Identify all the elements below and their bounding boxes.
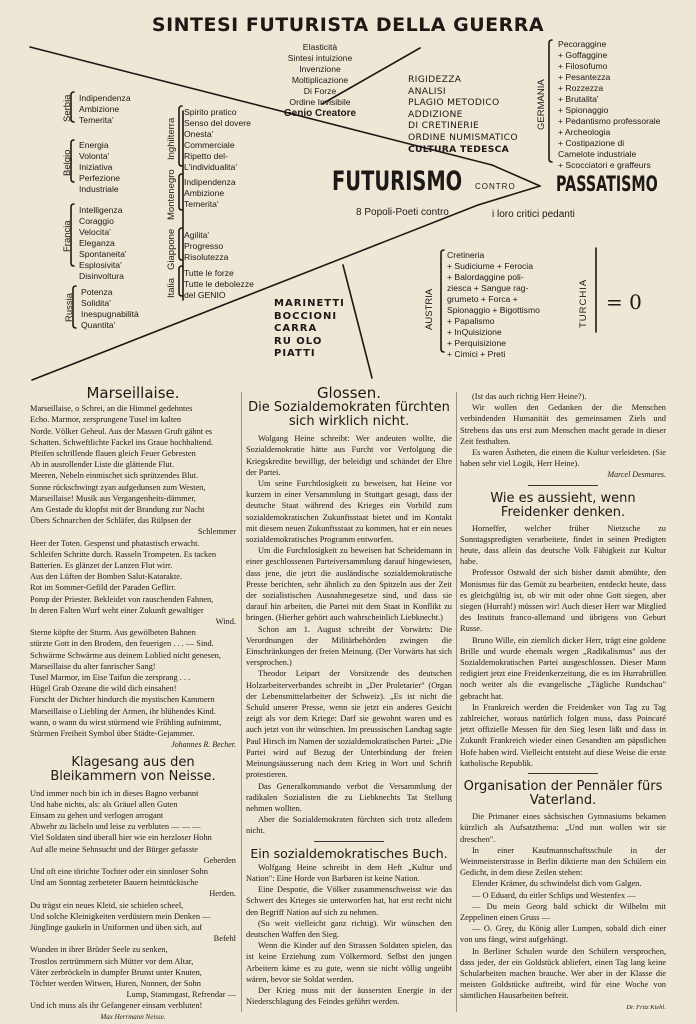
- poem-line: wann, o wann du wirst stürmend wie Frühling aufnimmt,: [30, 717, 222, 727]
- germania-center-text: DI CRETINERIE: [408, 120, 480, 132]
- austria-item: + Perquisizione: [447, 338, 506, 348]
- germania-list: [558, 39, 660, 171]
- poet-name: CARRA: [274, 323, 318, 334]
- germania-item: + Costipazione di: [558, 138, 625, 148]
- germania-center-text: RIGIDEZZA: [408, 74, 462, 85]
- sozi-article: [246, 433, 452, 836]
- germania-center-text: CULTURA TEDESCA: [408, 143, 510, 155]
- paragraph: — Du mein Georg bald schickt dir Wilhelm mit Zeppelinen einen Gruss —: [460, 901, 666, 922]
- germania-label: GERMANIA: [536, 79, 547, 130]
- paragraph: Um die Furchtlosigkeit zu beweisen hat Scheidemann in einer geschlossenen Parteiversammlung darauf hingewiesen, dass jene, die jetzt die ausländische sozialdemokratische Presse berichten, sehr ähnlich zu den Spitzeln aus der Zeit der sozialistischen Ausnahmegesetze sind, und dass sie darauf hin arbeiten, die Partei mit dem Staat in Konflikt zu bringen. (Hierher gehört auch wahrscheinlich Liebknecht.): [246, 546, 452, 623]
- italia-item: Tutte le forze: [184, 268, 234, 278]
- austria-item: ziesca + Sangue rag-: [447, 283, 529, 293]
- poem-line: Batterien. Es glänzet der Lanzen Flut wirr.: [30, 561, 173, 571]
- paragraph: Der Krieg muss mit der äussersten Energie in der Niederschlagung des Feindes geführt werden.: [246, 985, 452, 1007]
- montenegro-item: Ambizione: [184, 188, 225, 198]
- poem-line: Hügel Grab Ozeane die wild dich einsahen!: [30, 684, 177, 694]
- montenegro-bracket: [179, 174, 182, 210]
- francia-item: Spontaneita': [79, 249, 127, 259]
- poem-line: Und habe nichts, als: als Gräuel allen Guten: [30, 799, 178, 809]
- marseillaise-signature: Johannes R. Becher.: [171, 740, 236, 750]
- paragraph: In Frankreich werden die Freidenker von Tag zu Tag zahlreicher, woraus natürlich folgen muss, dass Poincaré jetzt offizielle Messen für den Sieg lesen läßt und dass in Zukunft Frankreich wieder einen Gesandten am päpstlichen Hofe haben wird. Vielleicht entsteht auf diese Weise die erste katholische Republik.: [460, 702, 666, 768]
- glossen-title: Glossen.: [316, 384, 382, 402]
- poem-line: Väter zerbröckeln in dumpfer Brunst unter Knuten,: [30, 967, 202, 977]
- giappone-item: Progresso: [184, 241, 224, 251]
- buch-article: [246, 862, 452, 1008]
- serbia-item: Indipendenza: [79, 93, 131, 103]
- francia-item: Coraggio: [79, 216, 114, 226]
- poet-name: BOCCIONI: [274, 310, 338, 322]
- futurismo-heading: FUTURISMO: [332, 166, 463, 197]
- austria-item: + Balordaggine poli-: [447, 272, 524, 282]
- page-title: SINTESI FUTURISTA DELLA GUERRA: [151, 14, 545, 36]
- paragraph: Das Generalkommando verbot die Versammlung der radikalen Sozialisten die zu Liebknechts Tat Stellung nehmen wollten.: [246, 781, 452, 813]
- poets-branch-line: [343, 265, 372, 378]
- germania-item: + Archeologia: [558, 127, 611, 137]
- russia-list: [81, 287, 139, 331]
- belgio-label: Belgio: [62, 149, 73, 176]
- poem-line: Lump, Stammgast, Refrendar —: [126, 990, 236, 1000]
- marseillaise-title: Marseillaise.: [86, 384, 180, 402]
- inghilterra-list: [184, 107, 251, 173]
- quality-text: Elasticità: [302, 42, 338, 52]
- giappone-label: Giappone: [166, 228, 177, 270]
- germania-center-block: [408, 74, 518, 155]
- poem-line: Schleifen Schritte durch. Rasseln Trompeten. Es tacken: [30, 549, 217, 559]
- germania-center-text: ORDINE NUMISMATICO: [408, 131, 518, 143]
- poet-name: MARINETTI: [274, 298, 345, 309]
- poem-line: Ans Gestade du klopfst mit der Brandung zur Nacht: [30, 505, 205, 515]
- italia-bracket: [179, 266, 182, 296]
- poem-line: stürzte Gott in den Brodem, den feuerigen . . . — Sind.: [30, 639, 214, 649]
- germania-item: + Goffaggine: [558, 50, 608, 60]
- quality-text: Invenzione: [299, 64, 341, 74]
- italia-label: Italia: [166, 277, 177, 298]
- inghilterra-item: Commerciale: [184, 140, 235, 150]
- francia-item: Esplosivita': [79, 260, 122, 270]
- austria-item: + InQuisizione: [447, 327, 502, 337]
- germania-item: + Scocciatori e graffeurs: [558, 160, 651, 170]
- poem-line: Marseillaise! Musik aus Vergangenheits-dämmer,: [30, 493, 196, 503]
- paragraph: (So weit vielleicht ganz richtig). Wir wünschen den deutschen Waffen den Sieg.: [246, 918, 452, 939]
- germania-item: + Filosofumo: [558, 61, 608, 71]
- paragraph: Horneffer, welcher früher Nietzsche zu Sonntagspredigten verarbeitete, findet in seinen Predigten heute, dass allein das deutsche Volk Fähigkeit zur Kultur habe.: [460, 523, 666, 567]
- poem-line: Du trägst ein neues Kleid, sie schielen scheel,: [30, 900, 184, 910]
- column-middle: [246, 384, 452, 1007]
- poem-line: Wunden in ihrer Brüder Seele zu senken,: [30, 945, 168, 955]
- russia-label: Russia: [64, 292, 75, 322]
- poem-line: Ab in ausrollender Liste die glättende Flut.: [30, 460, 174, 470]
- austria-item: Spionaggio + Bigottismo: [447, 305, 540, 315]
- germania-item: + Pedantismo professorale: [558, 116, 661, 126]
- poem-line: Forscht der Dichter hindurch die mystischen Kammern: [30, 695, 215, 705]
- germania-center-text: PLAGIO METODICO: [408, 97, 500, 109]
- serbia-item: Ambizione: [79, 104, 120, 114]
- giappone-bracket: [179, 228, 182, 260]
- germania-center-text: ANALISI: [408, 85, 446, 97]
- germania-item: + Spionaggio: [558, 105, 609, 115]
- poem-line: Einsam zu gehen und verlogen arrogant: [30, 810, 164, 820]
- poem-line: Sonne rückschwingt zyan aufgedunsen zum Westen,: [30, 482, 206, 492]
- poem-line: Marseillaise du alter fanrischer Sang!: [30, 661, 156, 671]
- sozi-title: Die Sozialdemokraten fürchten sich wirklich nicht.: [248, 400, 450, 430]
- contro-label: CONTRO: [475, 182, 516, 191]
- paragraph: Aber die Sozialdemokraten fürchten sich trotz alledem nicht.: [246, 815, 452, 836]
- germania-item: + Brutalita': [558, 94, 599, 104]
- desmares-signature: Marcel Desmares.: [607, 470, 666, 480]
- divider: [528, 773, 598, 774]
- russia-item: Quantita': [81, 320, 116, 330]
- klagesang-title: Klagesang aus den Bleikammern von Neisse.: [50, 754, 216, 784]
- austria-item: + Papalismo: [447, 316, 495, 326]
- germania-item: Camelote industriale: [558, 149, 637, 159]
- poem-line: Marseillaise o Liebling der Armen, ihr blühendes Kind.: [30, 706, 216, 716]
- poem-line: Und solche Kleinigkeiten verdüstern mein Denken —: [30, 911, 211, 921]
- klagesang-signature: Max Herrmann Neisse.: [100, 1012, 166, 1021]
- giappone-list: [184, 230, 228, 263]
- montenegro-label: Montenegro: [166, 169, 177, 220]
- genio-creatore-text: Genio Creatore: [283, 108, 357, 119]
- paragraph: (Ist das auch richtig Herr Heine?).: [472, 392, 587, 401]
- inghilterra-item: L'individualita': [184, 162, 237, 172]
- buch-title: Ein sozialdemokratisches Buch.: [250, 845, 448, 861]
- poem-line: Trostlos zertrümmern sich Mütter vor dem Altar,: [30, 956, 194, 966]
- paragraph: In einer Kaufmannschaftsschule in der Weinmeisterstrasse in Berlin diktierte man den Schülern ein Gedicht, in dem diese Zeilen stehen:: [460, 845, 666, 878]
- poem-line: In deren Falten Wurf weht einer Zukunft gewaltiger: [30, 605, 204, 615]
- italia-item: del GENIO: [184, 290, 226, 300]
- francia-label: Francia: [62, 220, 73, 252]
- austria-item: Cretineria: [447, 250, 485, 260]
- belgio-list: [79, 140, 120, 195]
- paragraph: Die Primaner eines sächsischen Gymnasiums bekamen kürzlich als Aufsatzthema: „Und nun wollen wir sie dreschen".: [460, 812, 666, 844]
- germania-bracket: [549, 40, 552, 162]
- giappone-item: Risolutezza: [184, 252, 229, 262]
- turchia-label: TURCHIA: [578, 278, 589, 328]
- poem-line: Tusel Marmor, im Eise Taifun die zersprang . . .: [30, 673, 191, 683]
- poem-line: Schwärme Schwärme aus deinem Loblied nicht genesen,: [30, 650, 221, 660]
- poem-line: Befehl: [213, 934, 236, 944]
- inghilterra-item: Ripetto del-: [184, 151, 228, 161]
- francia-item: Velocita': [79, 227, 111, 237]
- poem-line: Übers Schnarchen der Schläfer, das Rülpsen der: [30, 516, 192, 526]
- austria-bracket: [441, 250, 444, 352]
- paragraph: Wir wollen den Gedanken der die Menschen verbindenden Humanität des gemeinsamen Ziels und Strebens das uns erst zum Menschen macht gerade in dieser Zeit festhalten.: [460, 403, 666, 446]
- paragraph: Schon am 1. August schreibt der Vorwärts: Die Verordnungen der Militärbehörden zwingen die Einschränkungen der freien Meinung. (Der Vorwärts hat sich versprochen.): [246, 624, 452, 668]
- paragraph: Eine Despotie, die Völker zusammenschweisst wie das Schwert des Krieges sie unterworfen hat, hat erst recht nicht den Begriff Nation auf sich zu nehmen.: [246, 885, 452, 917]
- belgio-item: Perfezione: [79, 173, 121, 183]
- francia-item: Disinvoltura: [79, 271, 124, 281]
- inghilterra-item: Onesta': [184, 129, 214, 139]
- poem-line: Und immer noch bin ich in dieses Bagno verbannt: [30, 788, 199, 798]
- paragraph: Um seine Furchtlosigkeit zu beweisen, hat Heine vor kurzem in einer Versammlung in Stuttgart gesagt, dass der deutsche Staat während des Krieges ein Vorbild zum sozialdemokratischen Zukunftsstaat bietet und im Kontakt mit diesem neuen Zukunftsstaat zu kommen, hat er ein neues sozialdemokratisches Programm entworfen.: [246, 479, 452, 545]
- poem-line: Herden.: [209, 889, 236, 899]
- germania-center-text: ADDIZIONE: [408, 108, 463, 120]
- belgio-item: Volonta': [79, 151, 110, 161]
- quality-text: Sintesi intuizione: [287, 53, 353, 63]
- pennaeler-article: [460, 811, 666, 1001]
- poem-line: Aus den Lüften der Bomben Salut-Katarakte.: [30, 572, 183, 582]
- poem-line: Und oft eine törichte Tochter oder ein sinnloser Sohn: [30, 866, 208, 876]
- poem-line: Und am Sonntag zerbeteter Bauern heimtückische: [30, 878, 199, 888]
- francia-item: Intelligenza: [79, 205, 123, 215]
- paragraph: Theodor Leipart der Vorsitzende des deutschen Holzarbeiterverbandes schreibt in „Der Proletarier" (Organ der Lebensmittelarbeiter der Schweiz). „Es ist nicht die Schuld unserer Presse, wenn sie jetzt ein anderes Gesicht zeigt als vor dem Kriege: Darf sie gewohnt waren und es auch jetzt von ihr wünschten. Im preussischen Landtag sagte Paul Hirsch im Namen der sozialdemokratischen Partei: „Die Partei wird auf Bezug der Unterbindung der freien Meinungsäusserung nach dem Krieg in Wort und Schrift protestieren.: [246, 669, 452, 780]
- paragraph: Professor Ostwald der sich bisher damit abmühte, den Monismus für das Gemüt zu bearbeiten, entdeckt heute, dass es gleichgültig ist, ob wir mit oder ohne Gott siegen, aber siegen (Hurrah!) müssen wir! Auch dieser Herr war Mitglied des Instituts franco-allemand und übrigens von Geburt Russe.: [460, 568, 666, 634]
- russia-item: Inespugnabilità: [81, 309, 139, 319]
- paragraph: Es waren Ästheten, die einem die Kultur verleideten. (Sie haben sehr viel Logik, Herr Heine).: [460, 448, 666, 469]
- inghilterra-item: Spirito pratico: [184, 107, 237, 117]
- francia-item: Eleganza: [79, 238, 115, 248]
- poem-line: Schatten. Schweftlichte Fackel ins Graue hochhaltend.: [30, 437, 214, 447]
- montenegro-list: [184, 177, 236, 210]
- poem-line: Geberden: [203, 855, 236, 865]
- montenegro-item: Indipendenza: [184, 177, 236, 187]
- giappone-item: Agilita': [184, 230, 210, 240]
- austria-item: + Cimici + Preti: [447, 349, 506, 359]
- poem-line: Norde. Völker Geheul. Aus der Massen Gruft gähnt es: [30, 426, 213, 436]
- quality-text: Di Forze: [303, 86, 337, 96]
- paragraph: — O Eduard, du eitler Schlips und Westenfex —: [472, 890, 636, 900]
- column-right: [460, 391, 666, 1013]
- serbia-label: Serbia: [62, 94, 73, 122]
- poem-line: Wind.: [215, 617, 236, 627]
- austria-item: + Sudiciume + Ferocia: [447, 261, 533, 271]
- pennaeler-title: Organisation der Pennäler fürs Vaterland.: [463, 779, 663, 809]
- belgio-item: Industriale: [79, 184, 119, 194]
- popoli-poeti-text: 8 Popoli-Poeti contro: [356, 207, 449, 218]
- poet-name: RU OLO: [274, 335, 323, 347]
- column-rule-2: [456, 392, 457, 1012]
- germania-item: + Rozzezza: [558, 83, 604, 93]
- russia-item: Solidita': [81, 298, 111, 308]
- poem-line: Viel Soldaten sind überall hier wie ein herzloser Hohn: [30, 833, 212, 843]
- poem-line: Rot im Sommer-Gefild der Paraden Geflirr.: [30, 583, 176, 593]
- paragraph: Wolfgang Heine schreibt in dem Heft „Kultur und Nation": Eine Horde von Barbaren ist keine Nation.: [246, 862, 452, 883]
- montenegro-item: Temerita': [184, 199, 219, 209]
- paragraph: Wenn die Kinder auf den Strassen Soldaten spielen, das ist keine Erziehung zum Völkermord. Selbst den jungen Arbeitern käme es zu gute, wenn sie nicht völlig ungeübt wären, bevor sie Soldat werden.: [246, 941, 452, 984]
- critici-pedanti-text: i loro critici pedanti: [492, 209, 575, 220]
- poem-line: Marseillaise, o Schrei, an die Himmel gedehntes: [30, 404, 193, 414]
- poem-line: Und ich muss als ihr Gefangener einsam verbluten!: [30, 1001, 203, 1011]
- marseillaise-poem: [30, 403, 236, 739]
- russia-item: Potenza: [81, 287, 113, 297]
- poem-line: Pfeifen schrillende flauen gleich Feuer Gebresten: [30, 449, 196, 459]
- quality-text: Moltiplicazione: [291, 75, 349, 85]
- italia-list: [184, 268, 254, 301]
- passatismo-heading: PASSATISMO: [556, 172, 658, 196]
- freidenker-title: Wie es aussieht, wenn Freidenker denken.: [490, 490, 636, 520]
- italia-item: Tutte le debolezze: [184, 279, 254, 289]
- paragraph: — O. Grey, du König aller Lumpen, sobald dich einer von uns fängt, wirst aufgehängt.: [460, 924, 666, 945]
- divider: [314, 841, 384, 842]
- paragraph: Wolgang Heine schreibt: Wer andeuten wollte, die Sozialdemokratie hätte aus Furcht vor Verfolgung die Kriegskredite bewilligt, der beleidigt und schändet der Ehre der Partei.: [246, 434, 452, 477]
- equals-zero: = 0: [606, 290, 642, 314]
- top-qualities: [260, 42, 380, 119]
- poem-line: Echo. Marmor, zersprungene Tusel im kalten: [30, 415, 182, 425]
- poem-line: Heer der Toten. Gespenst und phatastisch erwacht.: [30, 538, 200, 548]
- paragraph: Bruno Wille, ein ziemlich dicker Herr, trägt eine goldene Brille und wurde ehemals wegen „Radikalismus" aus der Sozialdemokratischen Partei ausgeschlossen. Dieser Mann redigiert jetzt eine Freidenkerzeitung, die es im Hurrabrüllen noch weiter als die evangelische „Tägliche Rundschau" gebracht hat.: [460, 635, 666, 701]
- austria-label: AUSTRIA: [424, 288, 435, 330]
- heine-continuation: [460, 391, 666, 469]
- quality-text: Ordine Invisibile: [289, 97, 351, 107]
- serbia-list: [79, 93, 131, 126]
- austria-item: grumeto + Forca +: [447, 294, 518, 304]
- poem-line: Pomp der Priester. Bekleidet von rauschenden Fahnen,: [30, 594, 214, 604]
- column-left: [30, 384, 236, 1023]
- freidenker-article: [460, 523, 666, 769]
- column-rule-1: [241, 392, 242, 1012]
- germania-item: Pecoraggine: [558, 39, 607, 49]
- belgio-item: Iniziativa: [79, 162, 113, 172]
- poem-line: Abwehr zu lächeln und leise zu verbluten — — —: [30, 822, 201, 832]
- poets-list: [274, 298, 345, 361]
- inghilterra-label: Inghilterra: [166, 117, 177, 160]
- inghilterra-bracket: [179, 106, 182, 166]
- serbia-item: Temerita': [79, 115, 114, 125]
- poem-line: Töchter werden Witwen, Huren, Nonnen, der Sohn: [30, 978, 201, 988]
- poem-line: Sterne köpfte der Sturm. Aus gewölbeten Bahnen: [30, 628, 196, 638]
- divider: [528, 485, 598, 486]
- poem-line: Schlemmer: [197, 527, 236, 537]
- paragraph: In Berliner Schulen wurde den Schülern versprochen, dass jeder, der ein Goldstück abliefert, einen Tag lang keine Schularbeiten machen brauche. Wer aber in der Klasse die meisten Goldstücke auftreibt, wird für eine Woche von sämtlichen Hausarbeiten befreit.: [460, 946, 666, 1001]
- francia-list: [79, 205, 127, 282]
- paragraph: Elender Krämer, du schwindelst dich vom Galgen.: [472, 879, 642, 889]
- austria-list: [447, 250, 540, 360]
- poem-line: Jünglinge gaukeln in Uniformen und üben sich, auf: [30, 922, 203, 932]
- germania-item: + Pesantezza: [558, 72, 611, 82]
- poem-line: Stürmen Freiheit Symbol über Städte-Gejammer.: [30, 729, 195, 739]
- klagesang-poem: [30, 788, 236, 1012]
- poet-name: PIATTI: [274, 348, 316, 359]
- poem-line: Meeren, Nebeln einmischet sich sprützendes Blut.: [30, 471, 199, 481]
- belgio-item: Energia: [79, 140, 109, 150]
- kiehl-signature: Dr. Fritz Kiehl.: [626, 1003, 666, 1011]
- inghilterra-item: Senso del dovere: [184, 118, 251, 128]
- poem-line: Auf alle meine Sehnsucht und der Bürger gefasste: [30, 844, 198, 854]
